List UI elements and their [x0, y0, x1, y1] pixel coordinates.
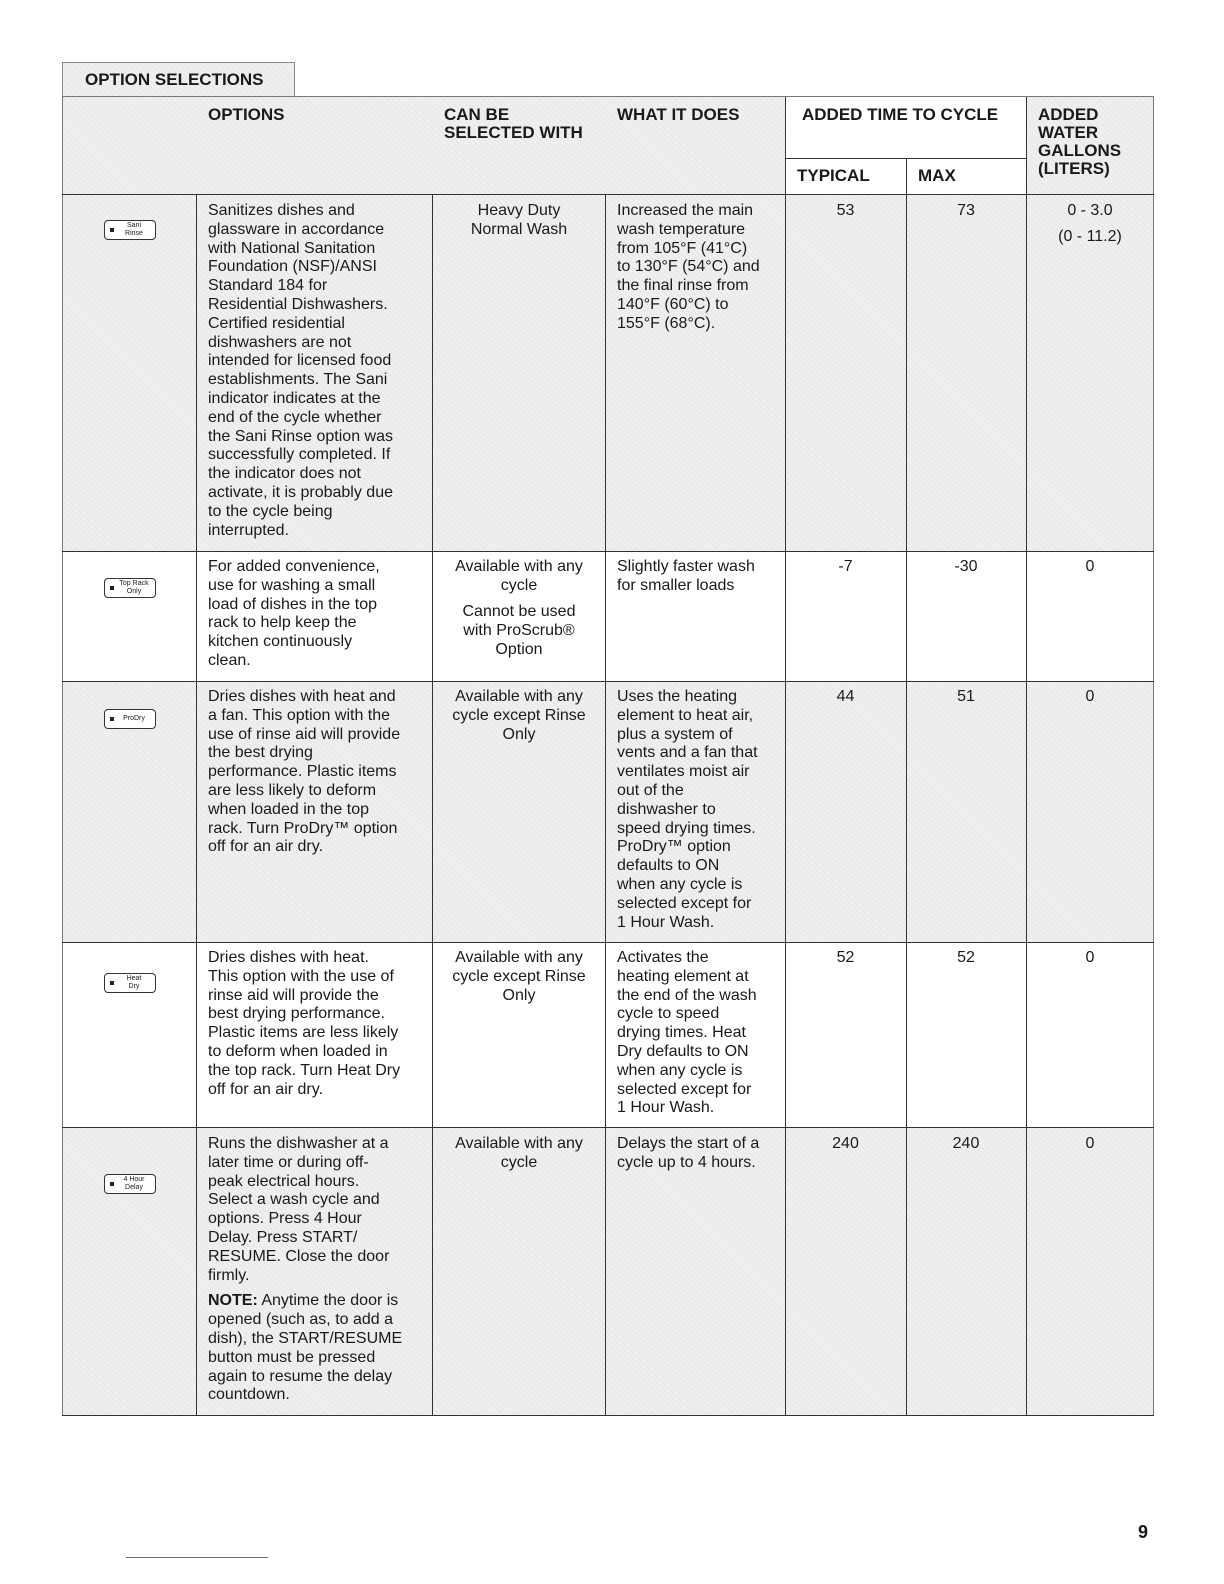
section-tab: OPTION SELECTIONS [62, 62, 295, 96]
water-top-rack: 0 [1085, 558, 1095, 575]
grid-line [62, 942, 1154, 943]
header-max: MAX [918, 166, 956, 185]
selected-with-sani-rinse: Heavy Duty Normal Wash [470, 202, 568, 238]
max-top-rack: -30 [954, 558, 978, 575]
note-label: NOTE: [208, 1292, 258, 1310]
header-typical: TYPICAL [797, 166, 870, 185]
header-what-it-does: WHAT IT DOES [617, 105, 740, 124]
grid-line [62, 194, 1154, 195]
prodry-icon: ProDry [104, 709, 156, 729]
grid-line [62, 551, 1154, 552]
grid-line [785, 96, 786, 1416]
grid-line [785, 158, 1026, 159]
delay-description-text: Runs the dishwasher at a later time or during off- peak electrical hours. Select a wash cycle and options. Press 4 Hour Delay. Press START/ RESUME. Close the door firmly. [208, 1135, 390, 1284]
grid-line [605, 194, 606, 1416]
typical-sani-rinse: 53 [836, 202, 855, 219]
what-it-does-prodry: Uses the heating element to heat air, plus a system of vents and a fan that ventilates moist air out of the dishwasher to speed drying times. ProDry™ option defaults to ON when any cycle is selected except for 1 Hour Wash. [617, 688, 758, 931]
typical-top-rack: -7 [838, 558, 853, 575]
selected-with-top-rack: Available with any cycle [455, 558, 583, 594]
grid-line [62, 96, 63, 1416]
grid-line [1026, 96, 1027, 1416]
selected-with-prodry: Available with any cycle except Rinse Only [452, 688, 586, 743]
option-selections-table [62, 96, 1154, 1416]
header-can-be-selected-with: CAN BE SELECTED WITH [444, 105, 583, 142]
typical-prodry: 44 [836, 688, 855, 705]
option-description-top-rack: For added convenience, use for washing a small load of dishes in the top rack to help keep the kitchen continuously clean. [208, 558, 380, 669]
header-options: OPTIONS [208, 105, 285, 124]
note-text: Anytime the door is opened (such as, to add a dish), the START/RESUME button must be pressed again to resume the delay countdown. [208, 1292, 403, 1404]
water-liters-sani-rinse: (0 - 11.2) [1058, 228, 1122, 245]
header-added-time: ADDED TIME TO CYCLE [802, 105, 999, 124]
selected-with-delay: Available with any cycle [455, 1135, 583, 1171]
heat-dry-icon: Heat Dry [104, 973, 156, 993]
footer-link-underline [126, 1557, 268, 1558]
top-rack-only-icon: Top Rack Only [104, 578, 156, 598]
max-delay: 240 [952, 1135, 980, 1152]
delay-note [208, 1292, 432, 1405]
typical-delay: 240 [832, 1135, 859, 1152]
option-description-sani-rinse: Sanitizes dishes and glassware in accordance with National Sanitation Foundation (NSF)/ANSI Standard 184 for Residential Dishwashers. Certified residential dishwashers are not intended for licensed food establishments. The Sani indicator indicates at the end of the cycle whether the Sani Rinse option was successfully completed. If the indicator does not activate, it is probably due to the cycle being interrupted. [208, 202, 393, 539]
typical-heat-dry: 52 [836, 949, 855, 966]
what-it-does-heat-dry: Activates the heating element at the end of the wash cycle to speed drying times. Heat Dry defaults to ON when any cycle is selected except for 1 Hour Wash. [617, 949, 757, 1117]
four-hour-delay-icon: 4 Hour Delay [104, 1174, 156, 1194]
max-prodry: 51 [957, 688, 975, 705]
what-it-does-delay: Delays the start of a cycle up to 4 hours. [617, 1135, 760, 1171]
option-description-delay [208, 1135, 432, 1405]
page-number: 9 [1138, 1522, 1149, 1542]
water-prodry: 0 [1085, 688, 1095, 705]
grid-line [906, 158, 907, 1416]
grid-line [62, 681, 1154, 682]
grid-line [62, 1127, 1154, 1128]
option-description-prodry: Dries dishes with heat and a fan. This option with the use of rinse aid will provide the best drying performance. Plastic items are less likely to deform when loaded in the top rack. Turn ProDry™ option off for an air dry. [208, 688, 401, 856]
what-it-does-sani-rinse: Increased the main wash temperature from 105°F (41°C) to 130°F (54°C) and the final rinse from 140°F (60°C) to 155°F (68°C). [617, 202, 760, 332]
what-it-does-top-rack: Slightly faster wash for smaller loads [617, 558, 755, 594]
grid-line [62, 96, 1154, 97]
selected-with-top-rack-note: Cannot be used with ProScrub® Option [462, 603, 576, 658]
grid-line [432, 194, 433, 1416]
selected-with-heat-dry: Available with any cycle except Rinse Only [452, 949, 586, 1004]
water-sani-rinse: 0 - 3.0 [1067, 202, 1113, 219]
option-description-heat-dry: Dries dishes with heat. This option with the use of rinse aid will provide the best drying performance. Plastic items are less likely to deform when loaded in the top rack. Turn Heat Dry off for an air dry. [208, 949, 401, 1098]
grid-line [1153, 96, 1154, 1416]
grid-line [196, 194, 197, 1416]
max-sani-rinse: 73 [957, 202, 975, 219]
water-heat-dry: 0 [1085, 949, 1095, 966]
grid-line [62, 1415, 1154, 1416]
water-delay: 0 [1085, 1135, 1095, 1152]
max-heat-dry: 52 [957, 949, 975, 966]
header-added-water: ADDED WATER GALLONS (LITERS) [1038, 105, 1122, 178]
sani-rinse-icon: Sani Rinse [104, 220, 156, 240]
